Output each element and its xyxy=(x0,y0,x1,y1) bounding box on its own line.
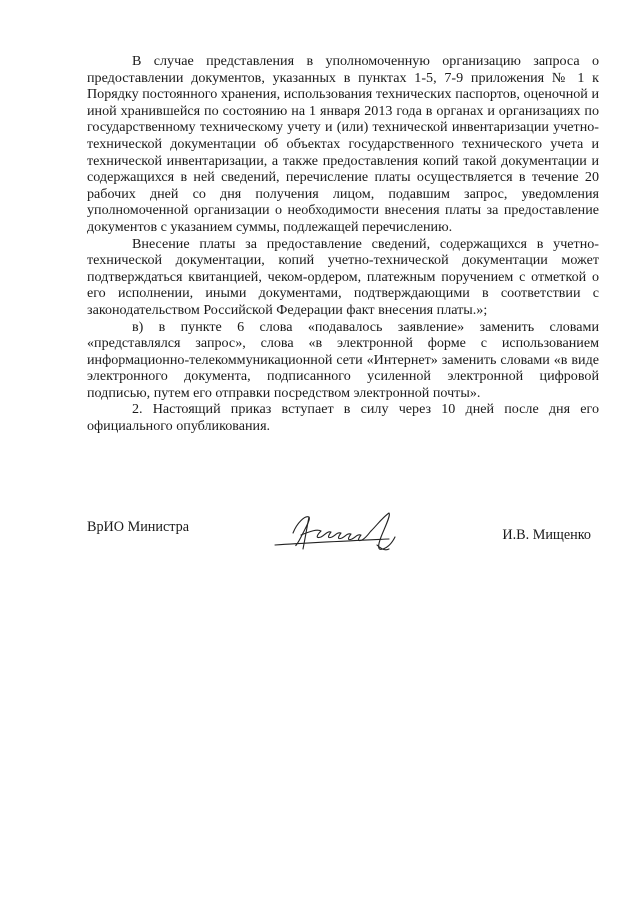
signature-block xyxy=(87,505,599,565)
document-body xyxy=(87,53,599,435)
paragraph-payment-confirmation: Внесение платы за предоставление сведений, содержащихся в учетно-технической документации, копий учетно-технической документации может подтверждаться квитанцией, чеком-ордером, платежным поручением с отметкой о его исполнении, иными документами, подтверждающими в соответствии с законодательством Российской Федерации факт внесения платы.»; xyxy=(87,235,599,318)
signatory-name: И.В. Мищенко xyxy=(502,527,591,543)
signatory-title: ВрИО Министра xyxy=(87,519,190,535)
paragraph-payment-terms: В случае представления в уполномоченную организацию запроса о предоставлении документов, указанных в пунктах 1-5, 7-9 приложения № 1 к Порядку постоянного хранения, использования технических паспортов, оценочной и иной хранившейся по состоянию на 1 января 2013 года в органах и организациях по государственному техническому учету и (или) технической инвентаризации учетно-технической документации об объектах государственного технического учета и технической инвентаризации, а также предоставления копий такой документации и содержащихся в ней сведений, перечисление платы осуществляется в течение 20 рабочих дней со дня получения лицом, подавшим запрос, уведомления уполномоченной организации о необходимости внесения платы за предоставление документов с указанием суммы, подлежащей перечислению. xyxy=(87,53,599,235)
paragraph-entry-into-force: 2. Настоящий приказ вступает в силу через 10 дней после дня его официального опубликования. xyxy=(87,401,599,435)
handwritten-signature-icon xyxy=(265,505,425,561)
paragraph-amendment-item-6: в) в пункте 6 слова «подавалось заявление» заменить словами «представлялся запрос», слова «в электронной форме с использованием информационно-телекоммуникационной сети «Интернет» заменить словами «в виде электронного документа, подписанного усиленной электронной цифровой подписью, путем его отправки посредством электронной почты». xyxy=(87,318,599,401)
